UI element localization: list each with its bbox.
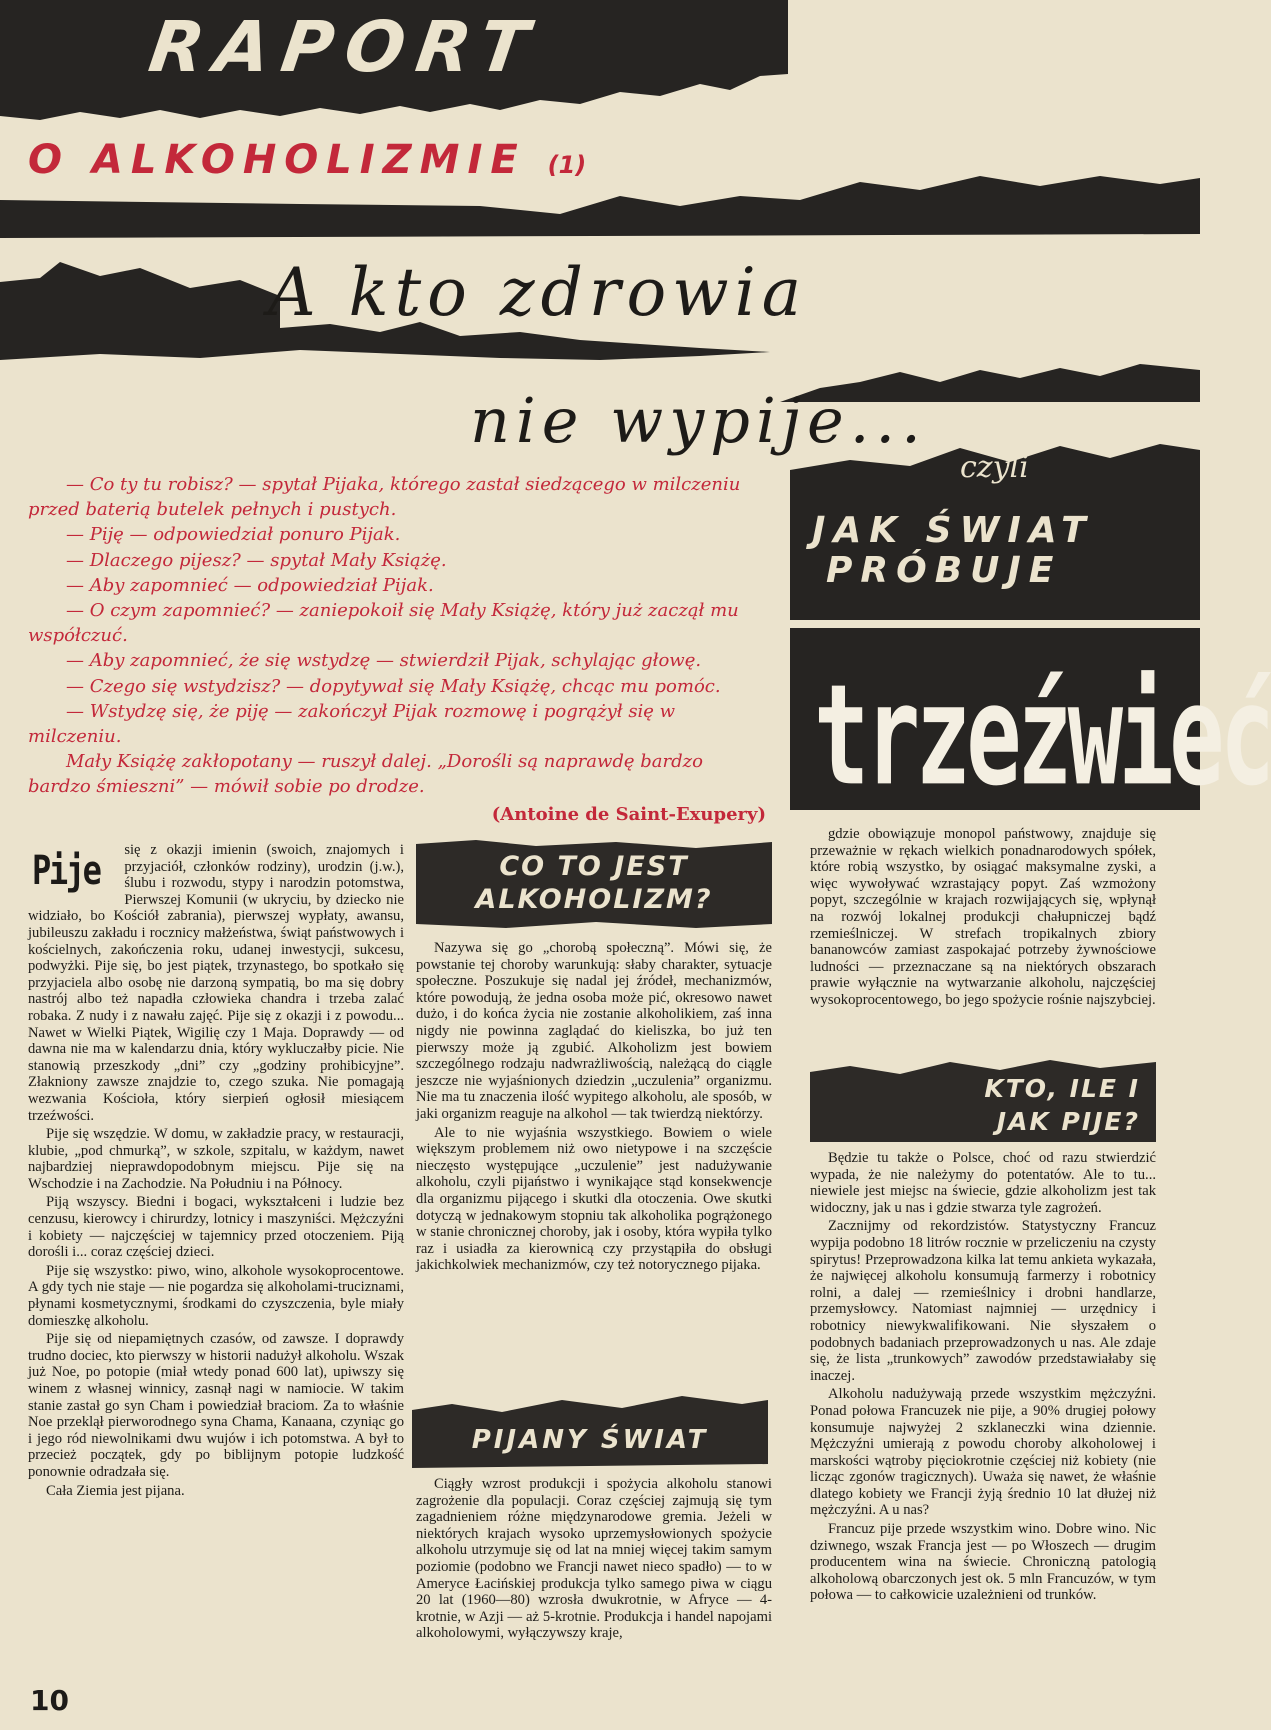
trzezwiec-title: trzeźwieć	[814, 653, 1271, 817]
col2-paragraph: Nazywa się go „chorobą społeczną”. Mówi się, że powstanie tej choroby warunkują: słaby charakter, sytuacje społeczne. Poszukuje się nadal jej źródeł, mechanizmów, które powodują, że jedna osoba może pić, okresowo nawet dużo, i do końca życia nie zostanie alkoholikiem, zaś inna nigdy nie powinna zaglądać do kieliszka, bo już ten pierwszy może ją zgubić. Alkoholizm jest bowiem szczególnego rodzaju nadwrażliwością, należącą do ciągle jeszcze nie wyjaśnionych dziedzin „uczulenia” organizmu. Nie ma tu znaczenia ilość wypitego alkoholu, ale sposób, w jaki organizm reaguje na alkohol — tak twierdzą niektórzy.	[416, 940, 772, 1122]
headline-line2: nie wypije...	[470, 384, 927, 457]
quote-line: — Aby zapomnieć, że się wstydzę — stwierdził Pijak, schylając głowę.	[66, 650, 702, 672]
banner-title: CO TO JEST ALKOHOLIZM?	[475, 851, 713, 915]
subtitle-block	[790, 440, 1271, 817]
drop-word: Pije	[32, 848, 100, 894]
quote-line: — O czym zapomnieć? — zaniepokoił się Mały Książę, który już zaczął mu współczuć.	[28, 600, 739, 647]
quote-line: — Piję — odpowiedział ponuro Pijak.	[66, 524, 401, 546]
col3-paragraph: Będzie tu także o Polsce, choć od razu stwierdzić wypada, że nie należymy do potentatów. Ale to tu... niewiele jest miejsc na świecie, gdzie alkoholizm jest tak widoczny, jak u nas i gdzie stwarza tyle zagrożeń.	[810, 1150, 1156, 1216]
quote-line: — Wstydzę się, że piję — zakończył Pijak rozmowę i pogrążył się w milczeniu.	[28, 700, 676, 748]
col3-paragraph: Alkoholu nadużywają przede wszystkim mężczyźni. Ponad połowa Francuzek nie pije, a 90% drugiej połowy konsumuje najwyżej 2 szklaneczki wina dziennie. Mężczyźni umierają z powodu choroby alkoholowej i marskości wątroby pięciokrotnie częściej niż kobiety (nie licząc zgonów tragicznych). Uważa się nawet, że właśnie dlatego kobiety we Francji żyją średnio 10 lat dłużej niż mężczyźni. A u nas?	[810, 1386, 1156, 1519]
subtitle-separator	[790, 620, 1200, 628]
subtitle-line1: JAK ŚWIAT	[812, 510, 1094, 551]
subtitle-line2: PRÓBUJE	[826, 550, 1062, 591]
quote-source: (Antoine de Saint-Exupery)	[491, 803, 766, 825]
quote-line: — Dlaczego pijesz? — spytał Mały Książę.	[66, 549, 447, 571]
banner-co-to-jest	[416, 840, 772, 928]
banner-kto-ile	[810, 1056, 1156, 1142]
o-alkoholizmie-title: O ALKOHOLIZMIE (1)	[28, 137, 587, 183]
col1-paragraph: Cała Ziemia jest pijana.	[46, 1482, 185, 1499]
banner-pijany-swiat	[412, 1388, 768, 1468]
col3-paragraph: Zacznijmy od rekordzistów. Statystyczny Francuz wypija podobno 18 litrów rocznie w przeliczeniu na czysty spirytus! Przeprowadzona kilka lat temu ankieta wykazała, że najwięcej alkoholu konsumują farmerzy i robotnicy rolni, a dalej — rzemieślnicy i drobni handlarze, przemysłowcy. Natomiast najmniej — urzędnicy i robotnicy niewykwalifikowani. Nie słyszałem o podobnych badaniach przeprowadzonych u nas. Ale zdaje się, że lista „trunkowych” zawodów przedstawiałaby się inaczej.	[810, 1218, 1156, 1384]
raport-title: RAPORT	[144, 6, 546, 88]
col1-paragraph: Pije się wszystko: piwo, wino, alkohole wysokoprocentowe. A gdy tych nie staje — nie pogardza się alkoholami-truciznami, płynami kosmetycznymi, środkami do czyszczenia, byle miały domieszkę alkoholu.	[28, 1262, 404, 1329]
col2-paragraph: Ale to nie wyjaśnia wszystkiego. Bowiem o wiele większym problemem niż owo nietypowe i na szczęście nieczęsto występujące „uczulenie” jest nadużywanie alkoholu, czyli pijaństwo i wynikające stąd konsekwencje dla organizmu pijącego i skutki dla otoczenia. Owe skutki dotyczą w jednakowym stopniu tak alkoholika pogrążonego w stanie chronicznej choroby, jak i osoby, która wypiła tylko raz i usiadła za kierownicą czy przystąpiła do obsługi jakichkolwiek mechanizmów, czy też notorycznego pijaka.	[416, 1124, 772, 1274]
quote-line: — Aby zapomnieć — odpowiedział Pijak.	[66, 574, 434, 596]
col1-paragraph: Pije się od niepamiętnych czasów, od zawsze. I doprawdy trudno dociec, kto pierwszy w historii nadużył alkoholu. Wszak już Noe, po potopie (miał wtedy ponad 600 lat), upiwszy się winem z własnej winnicy, zasnął nagi w namiocie. W takim stanie zastał go syn Cham i powiedział braciom. Za to właśnie Noe przeklął pierworodnego syna Chama, Kanaana, czyniąc go i jego ród niewolnikami dwu wujów i ich potomstwa. A był to przecież początek, gdy po biblijnym potopie ludzkość ponownie odradzała się.	[28, 1331, 404, 1480]
part-number: (1)	[547, 151, 587, 179]
banner-title: PIJANY ŚWIAT	[471, 1425, 709, 1455]
col3-paragraph: Francuz pije przede wszystkim wino. Dobre wino. Nic dziwnego, wszak Francja jest — po Włoszech — drugim producentem wina na świecie. Chroniczną patologią alkoholową obarczonych jest ok. 5 mln Francuzów, w tym połowa — to całkowicie uzależnieni od trunków.	[810, 1521, 1156, 1604]
col1-paragraph: Pije się wszędzie. W domu, w zakładzie pracy, w restauracji, klubie, „pod chmurką”, w szkole, szpitalu, w każdym, nawet najbardziej nieprawdopodobnym miejscu. Pije się na Wschodzie i na Zachodzie. Na Południu i na Północy.	[28, 1126, 404, 1192]
col3-paragraph: gdzie obowiązuje monopol państwowy, znajduje się przeważnie w rękach wielkich ponadnarodowych spółek, które robią wszystko, by osiągać maksymalne zyski, a więc wywoływać wzrastający popyt. Zaś wzmożony popyt, szczególnie w krajach rozwijających się, wpłynął na rozwój lokalnej produkcji chałupniczej bądź rzemieślniczej. W strefach tropikalnych zbiory bananowców zamiast zaspokajać potrzeby żywnościowe ludności — przeznaczane są na niektórych obszarach prawie wyłącznie na wytwarzanie alkoholu, najczęściej wysokoprocentowego, bo jego spożycie rośnie najszybciej.	[810, 826, 1156, 1008]
column-2-bottom	[416, 1476, 772, 1644]
intro-quote	[28, 472, 766, 827]
quote-line: Mały Książę zakłopotany — ruszył dalej. „Dorośli są naprawdę bardzo bardzo śmieszni” — mówił sobie po drodze.	[28, 751, 703, 798]
col1-paragraph: Piją wszyscy. Biedni i bogaci, wykształceni i ludzie bez cenzusu, kierowcy i chirurdzy, lotnicy i maszyniści. Mężczyźni i kobiety — najczęściej w tajemnicy przed otoczeniem. Piją dorośli i... coraz częściej dzieci.	[28, 1194, 404, 1261]
banner-title: KTO, ILE I JAK PIJE?	[984, 1074, 1140, 1136]
column-1	[28, 842, 404, 1501]
quote-line: — Co ty tu robisz? — spytał Pijaka, którego zastał siedzącego w milczeniu przed baterią butelek pełnych i pustych.	[28, 474, 741, 521]
headline-line1: A kto zdrowia	[268, 254, 808, 331]
czyli-label: czyli	[960, 450, 1029, 485]
column-3-bottom	[810, 1150, 1156, 1606]
quote-line: — Czego się wstydzisz? — dopytywał się Mały Książę, chcąc mu pomóc.	[66, 675, 721, 697]
page-number: 10	[30, 1684, 69, 1717]
col1-lead: się z okazji imienin (swoich, znajomych i przyjaciół, członków rodziny), urodzin (j.w.), ślubu i rozwodu, stypy i narodzin potomstwa, Pierwszej Komunii (w ukryciu, by dziecko nie widziało, bo Kościół zabrania), pierwszej wypłaty, awansu, jubileuszu zakładu i rocznicy małżeństwa, świąt państwowych i kościelnych, zakończenia roku, udanej inwestycji, sukcesu, podwyżki. Pije się, bo jest piątek, trzynastego, bo spotkało się przyjaciela albo osobę nie darzoną sympatią, bo ma się dobry nastrój albo też napadła człowieka chandra i trzeba zalać robaka. Z nudy i z nawału zajęć. Pije się z okazji i z powodu... Nawet w Wielki Piątek, Wigilię czy 1 Maja. Doprawdy — od dawna nie ma w kalendarzu dnia, który wykluczałby picie. Nie stanowią przeszkody „dni” czy „godziny prohibicyjne”. Złaknіony zawsze znajdzie to, czego szuka. Nie pomagają wezwania Kościoła, który sierpień ogłosił miesiącem trzeźwości.	[28, 842, 404, 1124]
header-banner	[0, 0, 1200, 220]
col2-paragraph: Ciągły wzrost produkcji i spożycia alkoholu stanowi zagrożenie dla populacji. Coraz częściej zajmują się tym zagadnieniem różne międzynarodowe gremia. Jeżeli w niektórych krajach wysoko uprzemysłowionych spożycie alkoholu utrzymuje się od lat na mniej więcej takim samym poziomie (podobno we Francji nawet nieco spadło) — to w Ameryce Łacińskiej produkcja tylko samego piwa w ciągu 20 lat (1960—80) wzrosła dwukrotnie, w Afryce — 4-krotnie, w Azji — aż 5-krotnie. Produkcja i handel napojami alkoholowymi, wyłączywszy kraje,	[416, 1476, 772, 1642]
column-3-top	[810, 826, 1156, 1011]
column-2-top	[416, 940, 772, 1276]
